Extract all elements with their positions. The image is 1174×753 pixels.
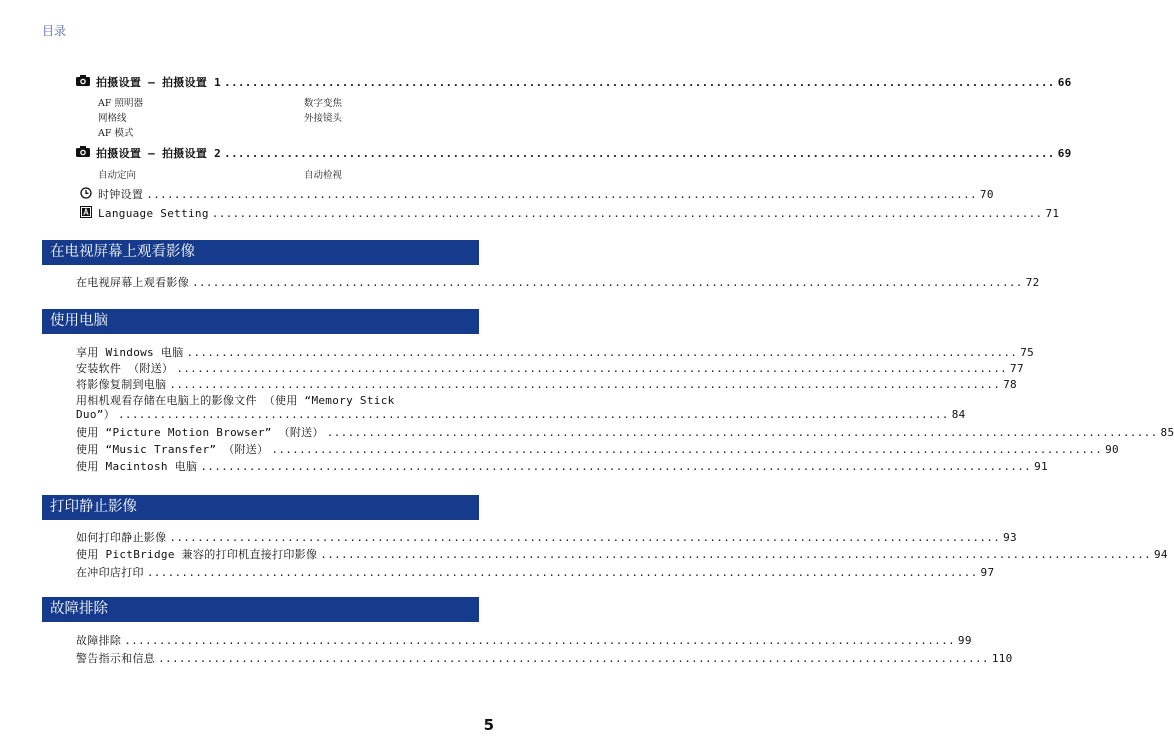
leader-dots: ........................................................................................................................ (146, 187, 977, 201)
sub-item: 外接镜头 (304, 113, 343, 124)
sub-item: 自动检视 (304, 170, 343, 181)
toc-entry-label: 警告指示和信息 (76, 652, 156, 665)
sub-item: 自动定向 (98, 170, 137, 181)
toc-entry[interactable] (76, 632, 972, 648)
leader-dots: ........................................................................................................................ (146, 565, 978, 579)
leader-dots: ........................................................................................................................ (320, 547, 1151, 561)
toc-entry[interactable] (76, 424, 1174, 440)
toc-entry-clock-settings[interactable] (80, 186, 994, 202)
leader-dots: ........................................................................................................................ (186, 345, 1018, 359)
toc-link[interactable]: 目录 (42, 24, 67, 38)
toc-entry[interactable] (76, 344, 1035, 360)
toc-entry-page: 97 (980, 565, 995, 579)
toc-entry[interactable] (76, 441, 1119, 457)
toc-entry[interactable] (76, 274, 1040, 290)
toc-entry-page: 91 (1034, 459, 1048, 473)
toc-entry-label: 在电视屏幕上观看影像 (76, 276, 189, 289)
toc-entry[interactable] (76, 458, 1048, 474)
toc-entry-page: 75 (1020, 345, 1035, 359)
toc-entry-label: 使用 PictBridge 兼容的打印机直接打印影像 (76, 548, 318, 561)
camera-icon (76, 75, 90, 89)
toc-entry-label: 故障排除 (76, 634, 122, 647)
toc-entry-page: 110 (991, 651, 1013, 665)
toc-entry-label: 在冲印店打印 (76, 566, 144, 579)
leader-dots: ........................................................................................................................ (124, 633, 955, 647)
toc-entry-label: 如何打印静止影像 (76, 531, 167, 544)
toc-entry-page: 71 (1045, 207, 1060, 220)
leader-dots: ........................................................................................................................ (224, 146, 1055, 160)
toc-entry-label: 使用 “Music Transfer” （附送） (76, 443, 269, 456)
toc-entry-label: 使用 “Picture Motion Browser” （附送） (76, 426, 324, 439)
toc-entry-page: 84 (951, 407, 966, 421)
leader-dots: ........................................................................................................................ (271, 442, 1103, 456)
toc-entry-page: 94 (1154, 547, 1168, 561)
toc-entry-shooting-settings-1[interactable] (76, 74, 1072, 90)
toc-entry-page: 66 (1057, 75, 1072, 89)
toc-entry[interactable] (76, 650, 1013, 666)
leader-dots: ........................................................................................................................ (224, 75, 1055, 89)
toc-entry[interactable] (76, 360, 1024, 376)
toc-entry-label: 享用 Windows 电脑 (76, 346, 184, 359)
leader-dots: ........................................................................................................................ (169, 530, 1001, 544)
section-banner-printing: 打印静止影像 (42, 495, 479, 520)
toc-entry-continuation[interactable] (76, 406, 966, 422)
section-banner-troubleshooting: 故障排除 (42, 597, 479, 622)
toc-entry-page: 69 (1057, 146, 1072, 160)
toc-entry[interactable] (76, 376, 1017, 392)
leader-dots: ........................................................................................................................ (118, 407, 949, 421)
toc-entry-page: 77 (1010, 361, 1024, 375)
clock-icon (80, 187, 92, 202)
toc-entry-label: Language Setting (98, 207, 209, 220)
leader-dots: ........................................................................................................................ (169, 377, 1001, 391)
section-banner-computer: 使用电脑 (42, 309, 479, 334)
toc-entry-label: 将影像复制到电脑 (76, 378, 167, 391)
sub-item: 网格线 (98, 113, 127, 124)
leader-dots: ........................................................................................................................ (192, 275, 1023, 289)
leader-dots: ........................................................................................................................ (326, 425, 1158, 439)
toc-entry-label-cont: Duo”） (76, 408, 115, 421)
toc-entry-page: 99 (957, 633, 972, 647)
sub-item: AF 照明器 (98, 98, 143, 109)
toc-entry[interactable] (76, 546, 1168, 562)
sub-item: AF 模式 (98, 128, 134, 139)
leader-dots: ........................................................................................................................ (211, 207, 1043, 220)
language-icon (80, 206, 92, 221)
toc-entry-label: 拍摄设置 — 拍摄设置 2 (96, 147, 222, 160)
toc-entry-label: 安装软件 （附送） (76, 362, 174, 375)
section-banner-tv: 在电视屏幕上观看影像 (42, 240, 479, 265)
toc-entry-label: 用相机观看存储在电脑上的影像文件 （使用 “Memory Stick (76, 394, 395, 407)
toc-entry-page: 70 (979, 187, 994, 201)
page-number: 5 (483, 716, 494, 734)
toc-entry-language-setting[interactable] (80, 206, 1060, 221)
toc-entry-page: 90 (1105, 442, 1119, 456)
toc-entry-page: 72 (1025, 275, 1040, 289)
toc-entry-shooting-settings-2[interactable] (76, 145, 1072, 161)
toc-entry-label: 使用 Macintosh 电脑 (76, 460, 198, 473)
leader-dots: ........................................................................................................................ (158, 651, 989, 665)
sub-item: 数字变焦 (304, 98, 343, 109)
toc-entry[interactable] (76, 564, 995, 580)
toc-entry-page: 78 (1003, 377, 1017, 391)
leader-dots: ........................................................................................................................ (200, 459, 1032, 473)
leader-dots: ........................................................................................................................ (176, 361, 1008, 375)
toc-entry-label: 时钟设置 (98, 188, 144, 201)
toc-entry-label: 拍摄设置 — 拍摄设置 1 (96, 76, 222, 89)
toc-entry-page: 85 (1160, 425, 1174, 439)
toc-entry-page: 93 (1003, 530, 1017, 544)
camera-icon (76, 146, 90, 160)
toc-entry[interactable] (76, 529, 1017, 545)
